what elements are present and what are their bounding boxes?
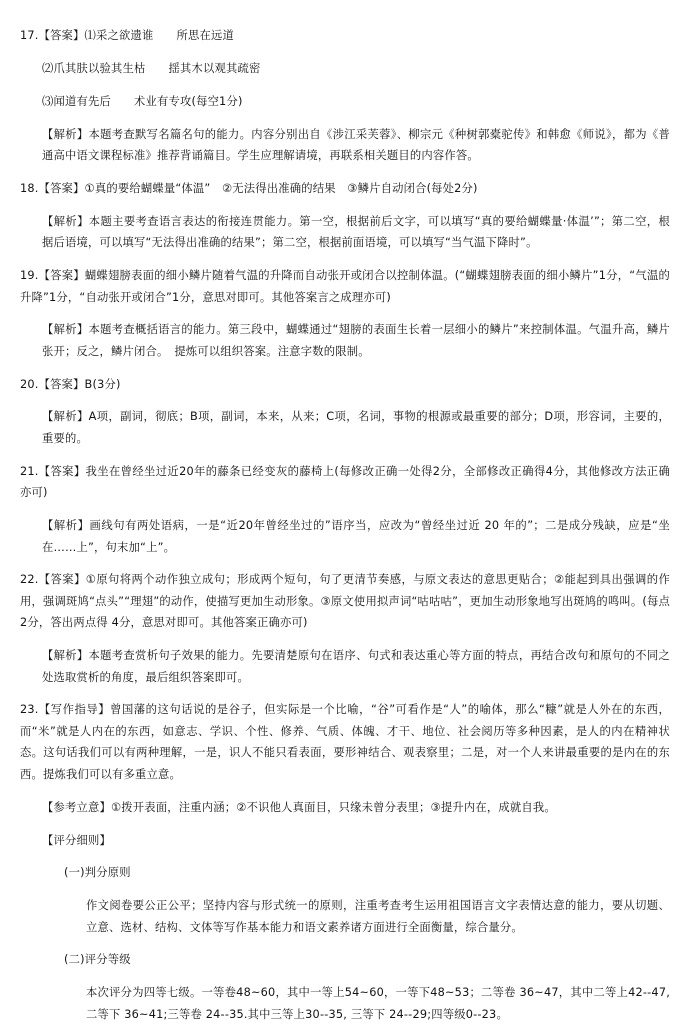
answer-block-q20 bbox=[20, 374, 670, 450]
text-line: 22.【答案】①原句将两个动作独立成句；形成两个短句，句了更清节奏感，与原文表达的意思更贴合；②能起到具出强调的作用，强调斑鸠“点头”“理翅”的动作，使描写更加生动形象。③原文使用拟声词“咕咕咕”，更加生动形象地写出斑鸠的鸣叫。(每点2分，答出两点得 4分，意思对即可。其他答案正确亦可) bbox=[20, 573, 670, 630]
text-line: 23.【写作指导】曾国藩的这句话说的是谷子，但实际是一个比喻，“谷”可看作是“人”的喻体，那么“糠”就是人外在的东西，而“米”就是人内在的东西，如意志、学识、个性、修养、气质、体魄、才干、地位、社会阅历等多种因素，是人的内在精神状态。这句话我们可以有两种理解，一是，识人不能只看表面，要形神结合、观表察里；二是，对一个人来讲最重要的是内在的东西。提炼我们可以有多重立意。 bbox=[20, 703, 670, 781]
text-line: 19.【答案】蝴蝶翅膀表面的细小鳞片随着气温的升降而自动张开或闭合以控制体温。(“蝴蝶翅膀表面的细小鳞片”1分，“气温的升降”1分，“自动张开或闭合”1分，意思对即可。其他答案言之成理亦可) bbox=[20, 269, 670, 304]
text-line: 【解析】画线句有两处语病，一是“近20年曾经坐过的”语序当，应改为“曾经坐过近 20 年的”；二是成分残缺，应是“坐在……上”，句末加“上”。 bbox=[42, 519, 670, 554]
text-line: 21.【答案】我坐在曾经坐过近20年的藤条已经变灰的藤椅上(每修改正确一处得2分，全部修改正确得4分，其他修改方法正确亦可) bbox=[20, 464, 670, 500]
answer-block-q19 bbox=[20, 265, 670, 362]
text-line: 本次评分为四等七级。一等卷48~60，其中一等上54~60，一等下48~53；二等卷 36~47，其中二等上42--47,二等下 36~41;三等卷 24--35.其中三等上30--35, 三等下 24--29;四等级0--23。 bbox=[86, 986, 670, 1021]
text-line: 18.【答案】①真的要给蝴蝶量“体温” ②无法得出准确的结果 ③鳞片自动闭合(每处2分) bbox=[20, 181, 478, 195]
text-line: 17.【答案】⑴采之欲遗谁 所思在远道 bbox=[20, 29, 235, 43]
text-line: 【解析】本题考查概括语言的能力。第三段中，蝴蝶通过“翅膀的表面生长着一层细小的鳞片”来控制体温。气温升高，鳞片张开；反之，鳞片闭合。 提炼可以组织答案。注意字数的限制。 bbox=[42, 323, 670, 358]
answer-block-q22 bbox=[20, 569, 670, 688]
text-line: 【解析】本题考查默写名篇名句的能力。内容分别出自《涉江采芙蓉》、柳宗元《种树郭橐驼传》和韩愈《师说》，都为《普通高中语文课程标准》推荐背诵篇目。学生应理解请境，再联系相关题目的内容作答。 bbox=[42, 127, 670, 163]
text-line: ⑵爪其肤以验其生枯 揺其木以观其疏密 bbox=[42, 62, 261, 76]
answer-block-q17 bbox=[20, 25, 670, 166]
text-line: 【评分细则】 bbox=[42, 833, 111, 847]
text-line: 20.【答案】B(3分) bbox=[20, 377, 121, 391]
text-line: 【解析】本题主要考查语言表达的衔接连贯能力。第一空，根据前后文字，可以填写“真的要给蝴蝶量·体温’”；第二空，根据后语境，可以填写“无法得出准确的结果”；第二空，根据前面语境，可以填写“当气温下降时”。 bbox=[42, 214, 670, 250]
text-line: (二)评分等级 bbox=[64, 953, 131, 967]
text-line: 【解析】本题考查赏析句子效果的能力。先要清楚原句在语序、句式和表达重心等方面的特点，再结合改句和原句的不同之处选取赏析的角度，最后组织答案即可。 bbox=[42, 649, 670, 684]
text-line: 【解析】A项，副词，彻底；B项，副词，本来，从来；C项，名词，事物的根源或最重要的部分；D项，形容词，主要的，重要的。 bbox=[42, 410, 670, 445]
document-body bbox=[20, 25, 670, 1025]
text-line: 【参考立意】①拨开表面，注重内涵；②不识他人真面目，只缘未曾分表里；③提升内在，成就自我。 bbox=[42, 800, 556, 814]
text-line: ⑶闻道有先后 术业有专攻(每空1分) bbox=[42, 94, 243, 108]
answer-block-q21 bbox=[20, 461, 670, 558]
text-line: 作文阅卷要公正公平；坚持内容与形式统一的原则，注重考查考生运用祖国语言文字表情达意的能力，要从切题、立意、选材、结构、文体等写作基本能力和语文素养诸方面进行全面衡量，综合量分。 bbox=[86, 899, 670, 934]
text-line: (一)判分原则 bbox=[64, 866, 131, 880]
answer-block-q23 bbox=[20, 699, 670, 1025]
answer-block-q18 bbox=[20, 178, 670, 254]
